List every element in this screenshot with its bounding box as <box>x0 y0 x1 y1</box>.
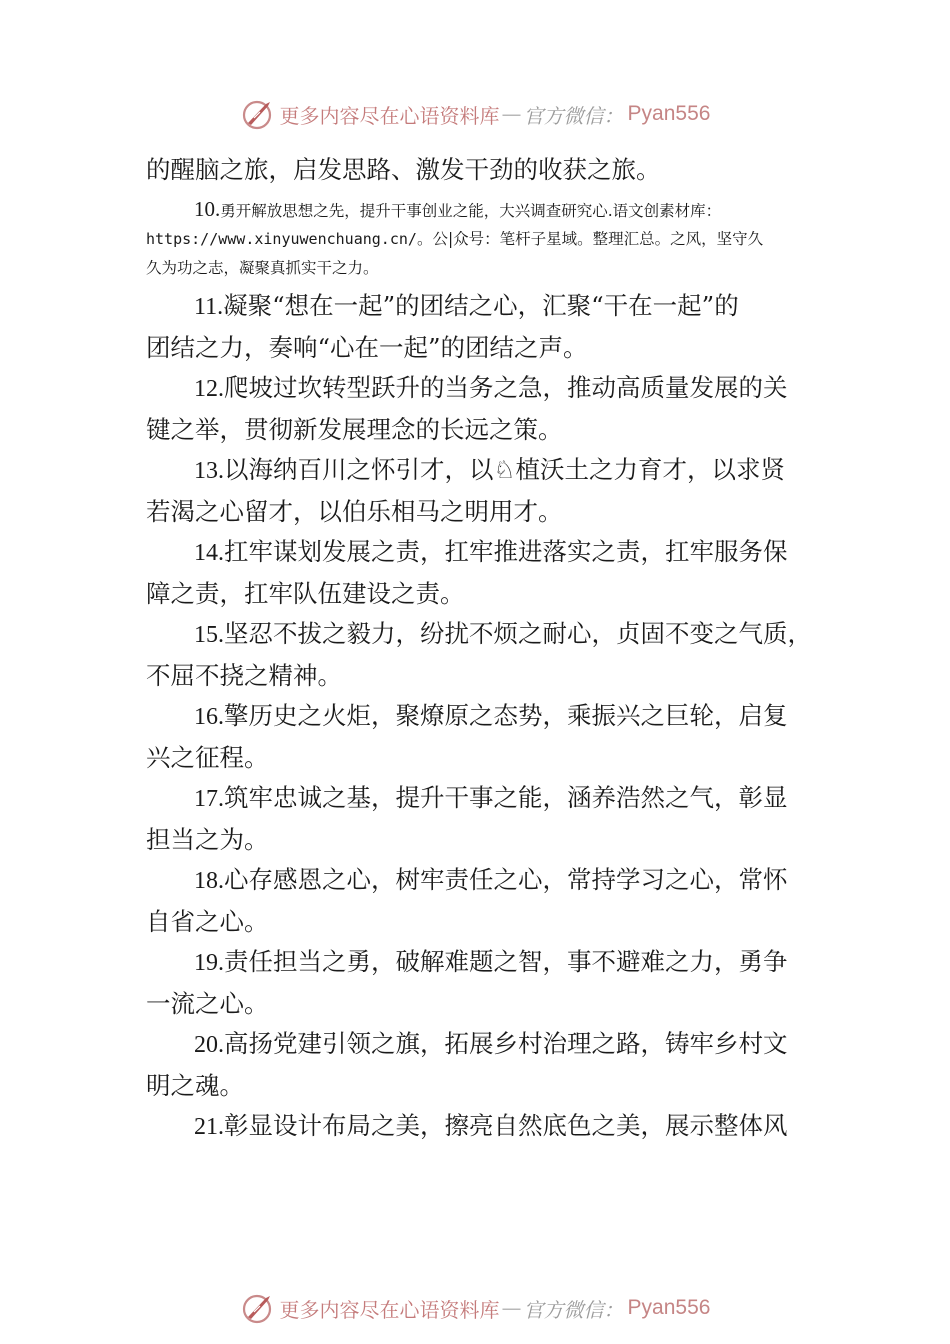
list-item-17 <box>146 778 806 860</box>
footer-wechat-id: Pyan556 <box>627 1296 711 1319</box>
item-text: 团结之力，奏响“心在一起”的团结之声。 <box>146 332 588 362</box>
item-text: 。公|众号：笔杆子星域。整理汇总。之风，坚守久 <box>416 230 764 248</box>
list-item-18 <box>146 860 806 942</box>
item-text: 明之魂。 <box>146 1070 244 1100</box>
item-text: 扛牢谋划发展之责，扛牢推进落实之责，扛牢服务保 <box>224 537 788 566</box>
item-text: 凝聚“想在一起”的团结之心，汇聚“干在一起”的 <box>223 291 739 320</box>
item-text: 自省之心。 <box>146 906 269 936</box>
footer-dash: — <box>501 1296 522 1320</box>
item-text: 兴之征程。 <box>146 742 269 772</box>
item-text: 担当之为。 <box>146 824 269 854</box>
header-wechat-label: 官方微信： <box>523 103 624 128</box>
header-title: 更多内容尽在心语资料库 <box>279 103 500 128</box>
paragraph-continuation: 的醒脑之旅，启发思路、激发干劲的收获之旅。 <box>146 155 661 184</box>
list-item-11 <box>146 286 806 368</box>
item-text: 擎历史之火炬，聚燎原之态势，乘振兴之巨轮，启复 <box>224 701 788 730</box>
list-item-16 <box>146 696 806 778</box>
document-body <box>146 150 812 1148</box>
item-number: 12. <box>194 376 224 402</box>
source-url: https://www.xinyuwenchuang.cn/ <box>146 230 417 248</box>
footer-watermark <box>0 1288 950 1328</box>
item-text: 键之举，贯彻新发展理念的长远之策。 <box>146 414 563 444</box>
list-item-20 <box>146 1024 806 1106</box>
item-number: 20. <box>194 1032 224 1058</box>
footer-wechat-label: 官方微信： <box>523 1297 624 1322</box>
item-number: 16. <box>194 704 224 730</box>
item-number: 10. <box>194 196 221 221</box>
item-number: 17. <box>194 786 224 812</box>
list-item-21 <box>146 1106 806 1148</box>
list-item-12 <box>146 368 806 450</box>
list-item-19 <box>146 942 806 1024</box>
item-text: 若渴之心留才，以伯乐相马之明用才。 <box>146 496 563 526</box>
list-item-15 <box>146 614 812 696</box>
item-text: 爬坡过坎转型跃升的当务之急，推动高质量发展的关 <box>224 373 788 402</box>
item-text: 彰显设计布局之美，擦亮自然底色之美，展示整体风 <box>224 1111 788 1140</box>
list-item-10 <box>146 195 806 283</box>
item-text: 筑牢忠诚之基，提升干事之能，涵养浩然之气，彰显 <box>224 783 788 812</box>
item-number: 18. <box>194 868 224 894</box>
item-number: 15. <box>194 622 224 648</box>
header-dash: — <box>501 102 522 126</box>
item-text: 以海纳百川之怀引才，以♘植沃土之力育才，以求贤 <box>224 455 785 484</box>
item-text: 责任担当之勇，破解难题之智，事不避难之力，勇争 <box>224 947 788 976</box>
footer-title: 更多内容尽在心语资料库 <box>279 1297 500 1322</box>
list-item-13 <box>146 450 806 532</box>
item-number: 11. <box>194 294 224 320</box>
quill-pen-logo-icon <box>240 1290 276 1326</box>
item-text: 高扬党建引领之旗，拓展乡村治理之路，铸牢乡村文 <box>224 1029 788 1058</box>
item-text: 坚忍不拔之毅力，纷扰不烦之耐心，贞固不变之气质， <box>224 619 812 648</box>
list-item-14 <box>146 532 806 614</box>
header-wechat-id: Pyan556 <box>627 102 711 125</box>
quill-pen-logo-icon <box>240 96 276 132</box>
header-watermark <box>0 94 950 134</box>
item-text: 勇开解放思想之先，提升干事创业之能，大兴调查研究心.语文创素材库： <box>220 201 722 220</box>
item-text: 障之责，扛牢队伍建设之责。 <box>146 578 465 608</box>
item-number: 14. <box>194 540 224 566</box>
item-number: 19. <box>194 950 224 976</box>
item-text: 一流之心。 <box>146 988 269 1018</box>
item-text: 不屈不挠之精神。 <box>146 660 342 690</box>
item-number: 13. <box>194 458 224 484</box>
item-number: 21. <box>194 1114 224 1140</box>
item-text: 久为功之志，凝聚真抓实干之力。 <box>146 258 379 277</box>
item-text: 心存感恩之心，树牢责任之心，常持学习之心，常怀 <box>224 865 788 894</box>
